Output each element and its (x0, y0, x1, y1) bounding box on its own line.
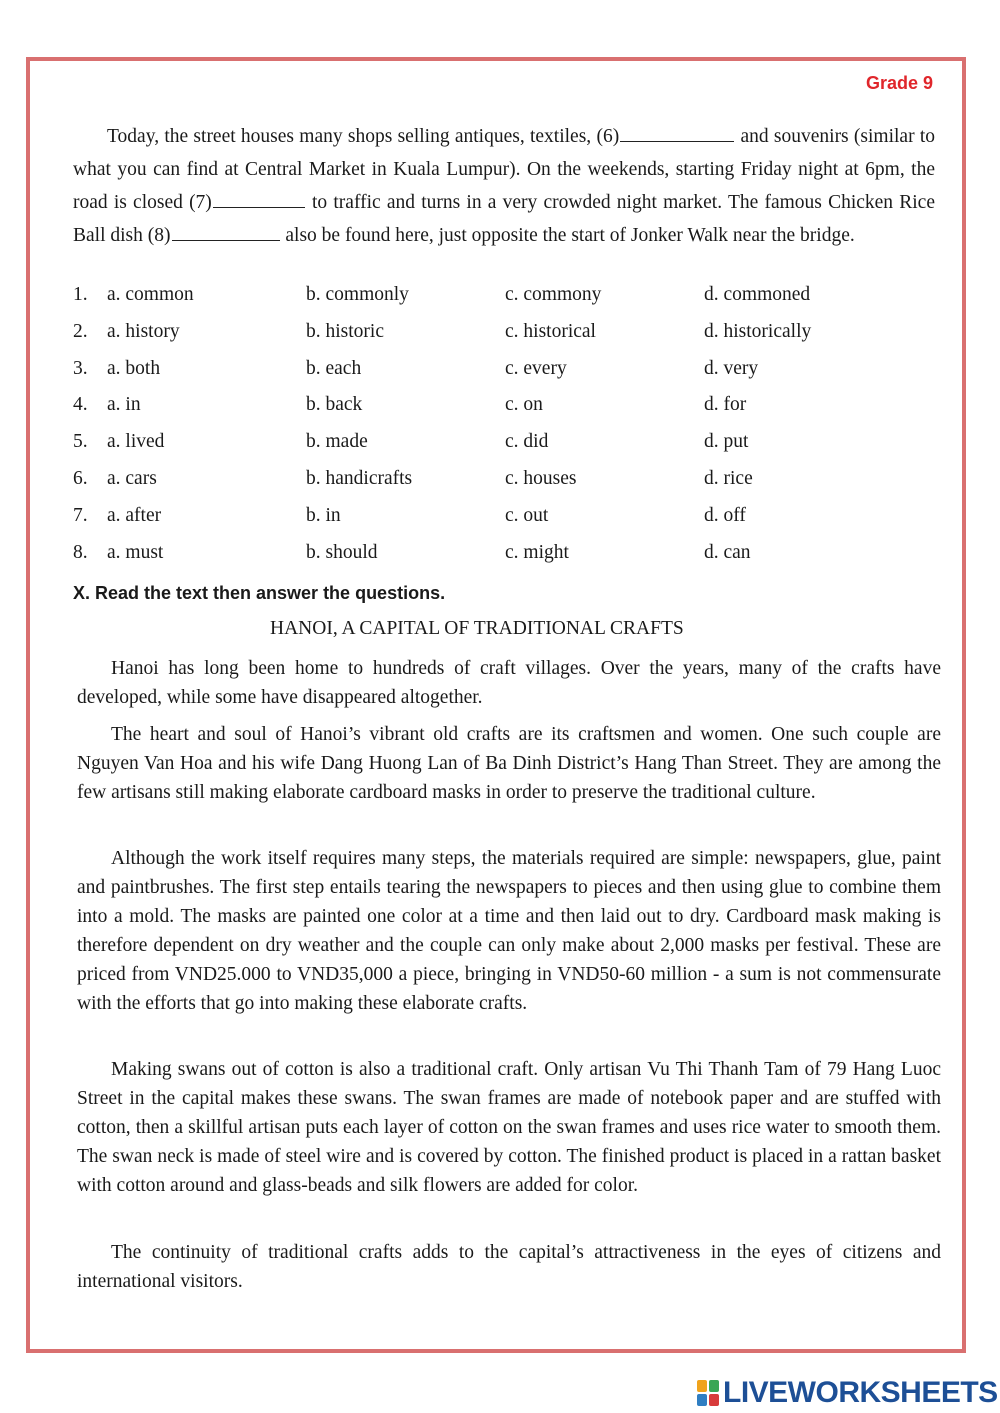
reading-paragraph-4: Making swans out of cotton is also a traditional craft. Only artisan Vu Thi Thanh Tam of 79 Hang Luoc Street in the capital makes these swans. The swan frames are made of notebook paper and are stuffed with cotton, then a skillful artisan puts each layer of cotton on the swan frames and uses rice water to smooth them. The swan neck is made of steel wire and is covered by cotton. The finished product is placed in a rattan basket with cotton around and glass-beads and silk flowers are added for color. (77, 1059, 941, 1196)
option-b: b. historic (306, 320, 384, 342)
option-a: a. common (107, 284, 194, 305)
option-row-7 (73, 505, 943, 542)
logo-text: LIVEWORKSHEETS (723, 1376, 998, 1409)
option-c: c. commony (505, 284, 602, 305)
question-number: 5. (73, 431, 88, 453)
option-row-4 (73, 394, 943, 431)
option-d: d. for (704, 394, 747, 416)
logo-icon (697, 1380, 719, 1406)
option-c: c. every (505, 357, 567, 379)
reading-paragraph-5: The continuity of traditional crafts adds to the capital’s attractiveness in the eyes of citizens and international visitors. (77, 1242, 941, 1292)
question-number: 6. (73, 467, 88, 489)
option-d: d. very (704, 357, 759, 379)
cloze-passage (73, 120, 935, 252)
question-number: 4. (73, 394, 88, 416)
reading-paragraph-1: Hanoi has long been home to hundreds of craft villages. Over the years, many of the crafts have developed, while some have disappeared altogether. (77, 658, 941, 708)
section-heading: X. Read the text then answer the questions. (73, 583, 446, 603)
option-b: b. each (306, 357, 362, 379)
passage-text-1: Today, the street houses many shops selling antiques, textiles, (6) (107, 126, 620, 147)
option-b: b. should (306, 541, 378, 563)
passage-text-2: and souvenirs (similar to what you can find at Central Market in Kuala Lumpur). On the weekends, starting Friday night at 6pm, the road is closed (7) (73, 126, 936, 213)
option-b: b. made (306, 431, 368, 453)
reading-title: HANOI, A CAPITAL OF TRADITIONAL CRAFTS (270, 618, 684, 639)
question-number: 7. (73, 504, 88, 526)
option-c: c. historical (505, 320, 596, 342)
option-b: b. commonly (306, 284, 409, 305)
option-a: a. cars (107, 467, 157, 489)
blank-6[interactable] (620, 122, 734, 143)
blank-8[interactable] (172, 221, 280, 242)
option-c: c. might (505, 541, 569, 563)
option-row-8 (73, 542, 943, 579)
passage-text-3: to traffic and turns in a very crowded night market. The famous Chicken Rice Ball dish (8) (73, 192, 935, 246)
option-a: a. in (107, 394, 141, 416)
option-b: b. handicrafts (306, 467, 413, 489)
option-d: d. off (704, 504, 746, 526)
option-row-5 (73, 431, 943, 468)
option-row-3 (73, 358, 943, 395)
option-d: d. rice (704, 467, 753, 489)
question-number: 1. (73, 284, 88, 305)
option-c: c. out (505, 504, 549, 526)
option-d: d. historically (704, 320, 812, 342)
options-list (73, 284, 943, 578)
option-row-2 (73, 321, 943, 358)
option-b: b. in (306, 504, 341, 526)
option-a: a. after (107, 504, 162, 526)
passage-text-4: also be found here, just opposite the start of Jonker Walk near the bridge. (280, 225, 855, 246)
liveworksheets-logo (697, 1375, 998, 1411)
blank-7[interactable] (213, 188, 305, 209)
reading-paragraph-3: Although the work itself requires many steps, the materials required are simple: newspapers, glue, paint and paintbrushes. The first step entails tearing the newspapers to pieces and then using glue to combine them into a mold. The masks are painted one color at a time and then laid out to dry. Cardboard mask making is therefore dependent on dry weather and the couple can only make about 2,000 masks per festival. These are priced from VND25.000 to VND35,000 a piece, bringing in VND50-60 million - a sum is not commensurate with the efforts that go into making these elaborate crafts. (77, 848, 941, 1014)
option-c: c. houses (505, 467, 577, 489)
option-row-6 (73, 468, 943, 505)
option-a: a. history (107, 320, 180, 342)
option-b: b. back (306, 394, 363, 416)
option-d: d. can (704, 541, 751, 563)
reading-paragraph-2: The heart and soul of Hanoi’s vibrant old crafts are its craftsmen and women. One such couple are Nguyen Van Hoa and his wife Dang Huong Lan of Ba Dinh District’s Hang Than Street. They are among the few artisans still making elaborate cardboard masks in order to preserve the traditional culture. (77, 724, 941, 803)
option-d: d. put (704, 431, 749, 453)
option-a: a. both (107, 357, 161, 379)
option-a: a. lived (107, 431, 165, 453)
option-c: c. did (505, 431, 549, 453)
grade-label: Grade 9 (866, 73, 934, 93)
option-d: d. commoned (704, 284, 811, 305)
option-row-1 (73, 284, 943, 321)
option-a: a. must (107, 541, 164, 563)
option-c: c. on (505, 394, 543, 416)
question-number: 3. (73, 357, 88, 379)
question-number: 8. (73, 541, 88, 563)
question-number: 2. (73, 320, 88, 342)
